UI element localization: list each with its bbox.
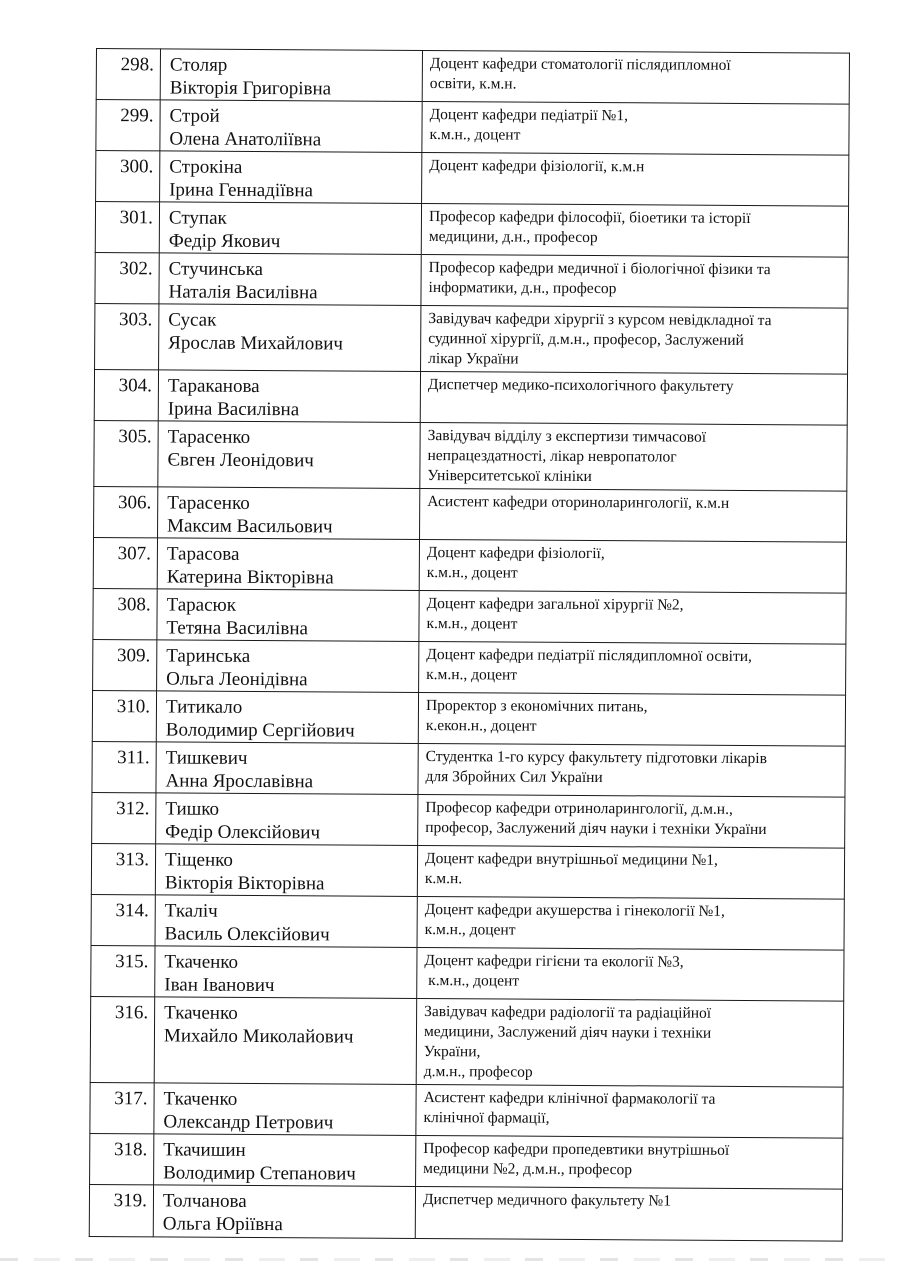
row-number: 300.: [96, 151, 160, 202]
table-row: [92, 792, 845, 848]
position-line: професор, Заслужений діяч науки і техніки України: [425, 819, 767, 839]
given-names: Анна Ярославівна: [165, 770, 314, 793]
position-line: д.м.н., професор: [423, 1063, 533, 1081]
position-line: для Збройних Сил України: [425, 768, 603, 787]
person-name-cell: [158, 370, 420, 423]
person-name-cell: [159, 202, 421, 255]
position-line: Завідувач відділу з експертизи тимчасової: [427, 427, 707, 446]
surname: Сусак: [168, 309, 217, 331]
given-names: Євген Леонідович: [167, 449, 314, 472]
person-name-cell: [156, 793, 418, 846]
surname: Таринська: [166, 645, 251, 667]
row-number: 298.: [96, 49, 160, 100]
row-number: 305.: [94, 420, 158, 486]
person-name-cell: [156, 742, 418, 795]
row-number: 314.: [91, 894, 155, 945]
position-line: к.м.н., доцент: [424, 972, 520, 990]
position-line: Студентка 1-го курсу факультету підготовки лікарів: [425, 748, 768, 768]
person-name-cell: [153, 1185, 415, 1239]
person-name-cell: [160, 100, 422, 153]
given-names: Федір Олексійович: [165, 821, 321, 844]
position-line: к.м.н.: [424, 870, 463, 888]
surname: Тараканова: [167, 375, 260, 398]
position-line: к.м.н., доцент: [426, 666, 518, 684]
position-cell: [420, 488, 847, 542]
position-cell: [421, 305, 848, 374]
given-names: Ірина Василівна: [167, 398, 300, 421]
position-line: Доцент кафедри фізіології, к.м.н: [429, 157, 645, 176]
row-number: 311.: [92, 741, 156, 792]
table-row: [89, 1184, 842, 1241]
position-line: к.м.н., доцент: [426, 615, 518, 633]
given-names: Тетяна Василівна: [166, 617, 309, 640]
surname: Тишко: [165, 798, 220, 820]
position-line: медицини, д.н., професор: [428, 228, 598, 247]
position-line: Завідувач кафедри радіології та радіаційної: [424, 1003, 712, 1022]
surname: Ткаченко: [163, 1088, 238, 1110]
position-cell: [422, 50, 849, 104]
person-name-cell: [154, 997, 417, 1085]
position-line: лікар України: [428, 350, 519, 368]
position-line: Університетської клініки: [427, 467, 592, 486]
table-row: [91, 945, 844, 1001]
position-line: к.м.н., доцент: [426, 564, 518, 582]
position-line: Диспетчер медичного факультету №1: [422, 1191, 672, 1210]
person-name-cell: [155, 844, 417, 897]
row-number: 304.: [94, 369, 158, 420]
surname: Стучинська: [168, 258, 264, 281]
table-row: [94, 369, 847, 425]
table-row: [96, 151, 849, 207]
position-line: Доцент кафедри загальної хірургії №2,: [426, 595, 684, 614]
position-line: освіти, к.м.н.: [429, 75, 517, 93]
position-line: к.екон.н., доцент: [425, 717, 537, 735]
row-number: 315.: [91, 945, 155, 996]
person-name-cell: [160, 151, 422, 204]
position-line: непрацездатності, лікар невропатолог: [427, 447, 677, 466]
surname: Ткаченко: [164, 951, 239, 973]
row-number: 303.: [95, 303, 159, 369]
surname: Тарасенко: [167, 426, 251, 448]
surname: Толчанова: [162, 1190, 247, 1212]
table-row: [96, 100, 849, 156]
surname: Ткаченко: [164, 1002, 238, 1024]
given-names: Ярослав Михайлович: [168, 332, 344, 355]
given-names: Володимир Степанович: [163, 1162, 356, 1185]
position-line: судинної хірургії, д.м.н., професор, Заслужений: [428, 330, 744, 349]
position-cell: [421, 254, 848, 308]
table-row: [93, 537, 846, 593]
position-line: інформатики, д.н., професор: [428, 279, 617, 298]
row-number: 316.: [90, 996, 155, 1082]
person-name-cell: [160, 49, 422, 102]
row-number: 299.: [96, 100, 160, 151]
table-row: [94, 486, 847, 542]
given-names: Катерина Вікторівна: [166, 566, 334, 589]
person-name-cell: [157, 538, 419, 591]
position-cell: [417, 845, 844, 899]
row-number: 317.: [90, 1082, 154, 1133]
position-line: Професор кафедри медичної і біологічної фізики та: [428, 259, 771, 279]
row-number: 307.: [93, 537, 157, 588]
row-number: 309.: [93, 639, 157, 690]
position-line: Доцент кафедри внутрішньої медицини №1,: [425, 850, 718, 869]
given-names: Ірина Геннадіївна: [169, 179, 314, 202]
person-name-cell: [157, 589, 419, 642]
row-number: 318.: [90, 1133, 154, 1184]
given-names: Олександр Петрович: [163, 1111, 334, 1134]
position-cell: [416, 1135, 843, 1189]
table-row: [92, 690, 845, 746]
position-line: Професор кафедри пропедевтики внутрішньої: [423, 1140, 730, 1159]
table-row: [93, 588, 846, 644]
person-name-cell: [155, 946, 417, 999]
position-line: Асистент кафедри клінічної фармакології та: [423, 1089, 716, 1108]
position-cell: [422, 101, 849, 155]
position-line: Проректор з економічних питань,: [425, 697, 648, 716]
person-name-cell: [159, 253, 421, 306]
given-names: Максим Васильович: [167, 515, 333, 538]
position-cell: [420, 371, 847, 425]
position-line: Доцент кафедри стоматології післядипломної: [429, 55, 731, 74]
table-row: [90, 1133, 843, 1189]
row-number: 312.: [92, 792, 156, 843]
surname: Столяр: [169, 54, 228, 76]
position-cell: [416, 998, 844, 1087]
row-number: 308.: [93, 588, 157, 639]
staff-table: [89, 48, 850, 1242]
position-cell: [417, 947, 844, 1001]
row-number: 306.: [94, 486, 158, 537]
given-names: Вікторія Григорівна: [169, 77, 332, 100]
row-number: 313.: [91, 843, 155, 894]
row-number: 319.: [89, 1184, 153, 1236]
surname: Тарасова: [166, 543, 240, 565]
scan-artifact-line: [0, 1258, 900, 1261]
surname: Ступак: [168, 207, 227, 229]
table-row: [94, 420, 847, 491]
position-line: Диспетчер медико-психологічного факультету: [427, 376, 734, 395]
surname: Титикало: [165, 696, 243, 718]
person-name-cell: [156, 691, 418, 744]
person-name-cell: [155, 895, 417, 948]
position-cell: [416, 1084, 843, 1138]
position-cell: [422, 152, 849, 206]
table-row: [90, 996, 844, 1087]
given-names: Наталія Василівна: [168, 281, 318, 304]
row-number: 302.: [95, 252, 159, 303]
surname: Ткаліч: [164, 900, 218, 922]
position-line: Доцент кафедри акушерства і гінекології №1,: [424, 901, 726, 920]
position-cell: [419, 641, 846, 695]
given-names: Михайло Миколайович: [163, 1025, 354, 1048]
given-names: Олена Анатоліївна: [169, 128, 322, 151]
given-names: Володимир Сергійович: [165, 719, 355, 742]
staff-table-body: [89, 49, 849, 1242]
person-name-cell: [154, 1083, 416, 1136]
table-row: [96, 49, 849, 105]
person-name-cell: [158, 421, 420, 489]
person-name-cell: [157, 640, 419, 693]
position-line: Професор кафедри філософії, біоетики та історії: [428, 208, 751, 228]
surname: Тарасюк: [166, 594, 237, 616]
given-names: Федір Якович: [168, 230, 281, 253]
surname: Строкіна: [169, 156, 243, 178]
person-name-cell: [154, 1134, 416, 1187]
position-cell: [419, 590, 846, 644]
position-cell: [419, 539, 846, 593]
row-number: 301.: [95, 202, 159, 253]
table-row: [92, 741, 845, 797]
position-line: медицини, Заслужений діяч науки і техніки: [423, 1023, 712, 1042]
position-line: клінічної фармації,: [423, 1109, 550, 1127]
position-line: медицини №2, д.м.н., професор: [423, 1160, 633, 1179]
position-cell: [418, 692, 845, 746]
position-line: Доцент кафедри фізіології,: [426, 544, 605, 563]
given-names: Іван Іванович: [164, 974, 275, 997]
position-cell: [420, 422, 847, 491]
position-cell: [418, 743, 845, 797]
given-names: Ольга Юріївна: [162, 1213, 283, 1236]
surname: Ткачишин: [163, 1139, 246, 1161]
surname: Тишкевич: [165, 747, 248, 769]
position-line: к.м.н., доцент: [429, 126, 521, 144]
row-number: 310.: [92, 690, 156, 741]
position-line: Асистент кафедри оториноларингології, к.м.н: [427, 493, 730, 512]
position-line: к.м.н., доцент: [424, 921, 516, 939]
table-row: [95, 252, 848, 308]
position-cell: [418, 794, 845, 848]
position-line: Професор кафедри отриноларингології, д.м.н.,: [425, 799, 733, 818]
table-row: [93, 639, 846, 695]
position-line: Доцент кафедри педіатрії №1,: [429, 106, 629, 125]
surname: Тарасенко: [167, 492, 250, 514]
position-line: Доцент кафедри педіатрії післядипломної освіти,: [426, 646, 752, 666]
table-row: [91, 894, 844, 950]
table-row: [95, 303, 848, 374]
position-line: Завідувач кафедри хірургії з курсом невідкладної та: [428, 310, 772, 330]
position-cell: [417, 896, 844, 950]
table-row: [91, 843, 844, 899]
surname: Строй: [169, 105, 220, 127]
person-name-cell: [159, 304, 421, 372]
given-names: Василь Олексійович: [164, 923, 330, 946]
person-name-cell: [158, 487, 420, 540]
position-line: України,: [423, 1043, 481, 1061]
position-line: Доцент кафедри гігієни та екології №3,: [424, 952, 684, 971]
given-names: Ольга Леонідівна: [166, 668, 308, 691]
table-row: [90, 1082, 843, 1138]
position-cell: [415, 1186, 842, 1241]
table-row: [95, 202, 848, 258]
position-cell: [421, 203, 848, 257]
given-names: Вікторія Вікторівна: [164, 872, 325, 895]
surname: Тіщенко: [164, 849, 233, 871]
